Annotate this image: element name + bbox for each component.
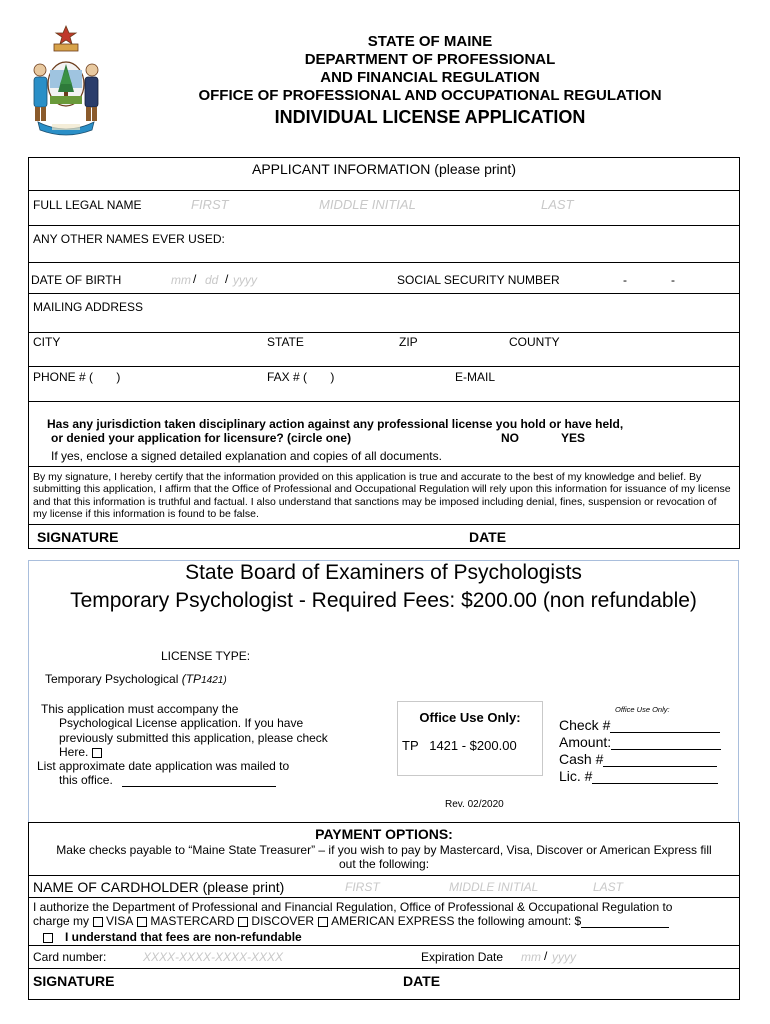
discipline-no-option[interactable]: NO xyxy=(501,431,519,445)
payment-instructions-2: out the following: xyxy=(338,857,430,871)
payment-instructions-1: Make checks payable to “Maine State Treasurer” – if you wish to pay by Mastercard, Visa, Discover or American Express fill xyxy=(56,843,712,857)
discipline-note: If yes, enclose a signed detailed explanation and copies of all documents. xyxy=(51,449,442,463)
first-name-field[interactable]: FIRST xyxy=(191,197,229,212)
header-line-3: AND FINANCIAL REGULATION xyxy=(320,69,540,86)
cardholder-name-label: NAME OF CARDHOLDER (please print) xyxy=(33,879,285,895)
dob-separator: / xyxy=(193,272,197,286)
header-line-1: STATE OF MAINE xyxy=(367,33,493,50)
check-number-field[interactable]: Check # xyxy=(559,717,720,733)
maine-state-seal-icon xyxy=(30,22,102,138)
amount-field[interactable]: Amount: xyxy=(559,734,721,750)
expiration-month-field[interactable]: mm xyxy=(521,950,541,964)
cash-number-field[interactable]: Cash # xyxy=(559,751,717,767)
card-number-field[interactable]: XXXX-XXXX-XXXX-XXXX xyxy=(143,950,284,964)
office-use-box xyxy=(397,701,543,776)
full-legal-name-label: FULL LEGAL NAME xyxy=(33,198,142,212)
email-label: E-MAIL xyxy=(455,370,496,384)
zip-label: ZIP xyxy=(399,335,418,349)
accompany-line-4: Here. xyxy=(59,745,105,759)
header-line-4: OFFICE OF PROFESSIONAL AND OCCUPATIONAL REGULATION xyxy=(198,87,662,104)
phone-label: PHONE # ( ) xyxy=(33,370,121,384)
certification-text: By my signature, I hereby certify that the information provided on this application is true and accurate to the best of my knowledge and belief. By submitting this application, I affirm that the Office of Professional and Occupational Regulation will rely upon this information for issuance of my license and that this information is truthful and factual. I also understand that sanctions may be imposed including denial, fines, suspension or revocation of my license if this information is found to be false. xyxy=(33,471,731,521)
expiration-year-field[interactable]: yyyy xyxy=(552,950,576,964)
office-use-fee: TP 1421 - $200.00 xyxy=(402,738,517,753)
signature-label: SIGNATURE xyxy=(37,529,119,545)
accompany-line-6: this office. xyxy=(59,773,276,787)
discipline-yes-option[interactable]: YES xyxy=(561,431,586,445)
office-use-title: Office Use Only: xyxy=(419,710,521,725)
ssn-dash: - xyxy=(623,273,627,287)
city-label: CITY xyxy=(33,335,61,349)
revision-date: Rev. 02/2020 xyxy=(445,799,504,810)
board-fee-section xyxy=(28,560,739,823)
fax-label: FAX # ( ) xyxy=(267,370,335,384)
authorize-line-2: charge my VISA MASTERCARD DISCOVER AMERICAN EXPRESS the following amount: $ xyxy=(33,914,669,928)
expiration-separator: / xyxy=(544,949,548,963)
mailed-date-field[interactable] xyxy=(122,786,276,787)
cardholder-middle-field[interactable]: MIDDLE INITIAL xyxy=(449,880,539,894)
nonrefundable-acknowledgement: I understand that fees are non-refundable xyxy=(39,930,302,944)
nonrefundable-checkbox[interactable] xyxy=(43,933,53,943)
license-number-field[interactable]: Lic. # xyxy=(559,768,718,784)
amex-checkbox[interactable] xyxy=(318,917,328,927)
ssn-label: SOCIAL SECURITY NUMBER xyxy=(397,273,560,287)
dob-year-field[interactable]: yyyy xyxy=(233,273,257,287)
discipline-question-line-2: or denied your application for licensure? (circle one) xyxy=(51,431,352,445)
cardholder-last-field[interactable]: LAST xyxy=(593,880,624,894)
other-names-label: ANY OTHER NAMES EVER USED: xyxy=(33,232,225,246)
previously-submitted-checkbox[interactable] xyxy=(92,748,102,758)
accompany-line-1: This application must accompany the xyxy=(41,702,239,716)
board-name: State Board of Examiners of Psychologists xyxy=(185,561,582,584)
accompany-line-3: previously submitted this application, please check xyxy=(59,731,328,745)
fee-line: Temporary Psychologist - Required Fees: $200.00 (non refundable) xyxy=(70,589,697,612)
header-line-2: DEPARTMENT OF PROFESSIONAL xyxy=(304,51,556,68)
date-of-birth-label: DATE OF BIRTH xyxy=(31,273,122,287)
expiration-date-label: Expiration Date xyxy=(421,950,504,964)
dob-day-field[interactable]: dd xyxy=(205,273,219,287)
dob-month-field[interactable]: mm xyxy=(171,273,191,287)
license-type-value: Temporary Psychological (TP1421) xyxy=(45,672,227,686)
visa-checkbox[interactable] xyxy=(93,917,103,927)
discover-checkbox[interactable] xyxy=(238,917,248,927)
authorize-line-1: I authorize the Department of Professional and Financial Regulation, Office of Professional & Occupational Regulation to xyxy=(33,900,673,914)
accompany-line-2: Psychological License application. If you have xyxy=(59,716,304,730)
mailing-address-label: MAILING ADDRESS xyxy=(33,300,144,314)
date-label: DATE xyxy=(469,529,507,545)
applicant-section-title: APPLICANT INFORMATION (please print) xyxy=(252,161,516,177)
payment-date-label: DATE xyxy=(403,973,441,989)
county-label: COUNTY xyxy=(509,335,560,349)
cardholder-first-field[interactable]: FIRST xyxy=(345,880,380,894)
applicant-information-box xyxy=(28,157,740,549)
middle-initial-field[interactable]: MIDDLE INITIAL xyxy=(319,197,416,212)
accompany-line-5: List approximate date application was mailed to xyxy=(37,759,290,773)
charge-amount-field[interactable] xyxy=(581,927,669,928)
form-title: INDIVIDUAL LICENSE APPLICATION xyxy=(274,107,586,127)
mastercard-checkbox[interactable] xyxy=(137,917,147,927)
discipline-question-line-1: Has any jurisdiction taken disciplinary action against any professional license you hold or have held, xyxy=(47,417,624,431)
dob-separator: / xyxy=(225,272,229,286)
office-use-small-label: Office Use Only: xyxy=(615,705,670,714)
last-name-field[interactable]: LAST xyxy=(541,197,574,212)
card-number-label: Card number: xyxy=(33,950,107,964)
ssn-dash: - xyxy=(671,273,675,287)
payment-title: PAYMENT OPTIONS: xyxy=(315,826,453,842)
payment-options-box xyxy=(28,822,740,1000)
payment-signature-label: SIGNATURE xyxy=(33,973,115,989)
license-type-label: LICENSE TYPE: xyxy=(161,649,251,663)
state-label: STATE xyxy=(267,335,304,349)
